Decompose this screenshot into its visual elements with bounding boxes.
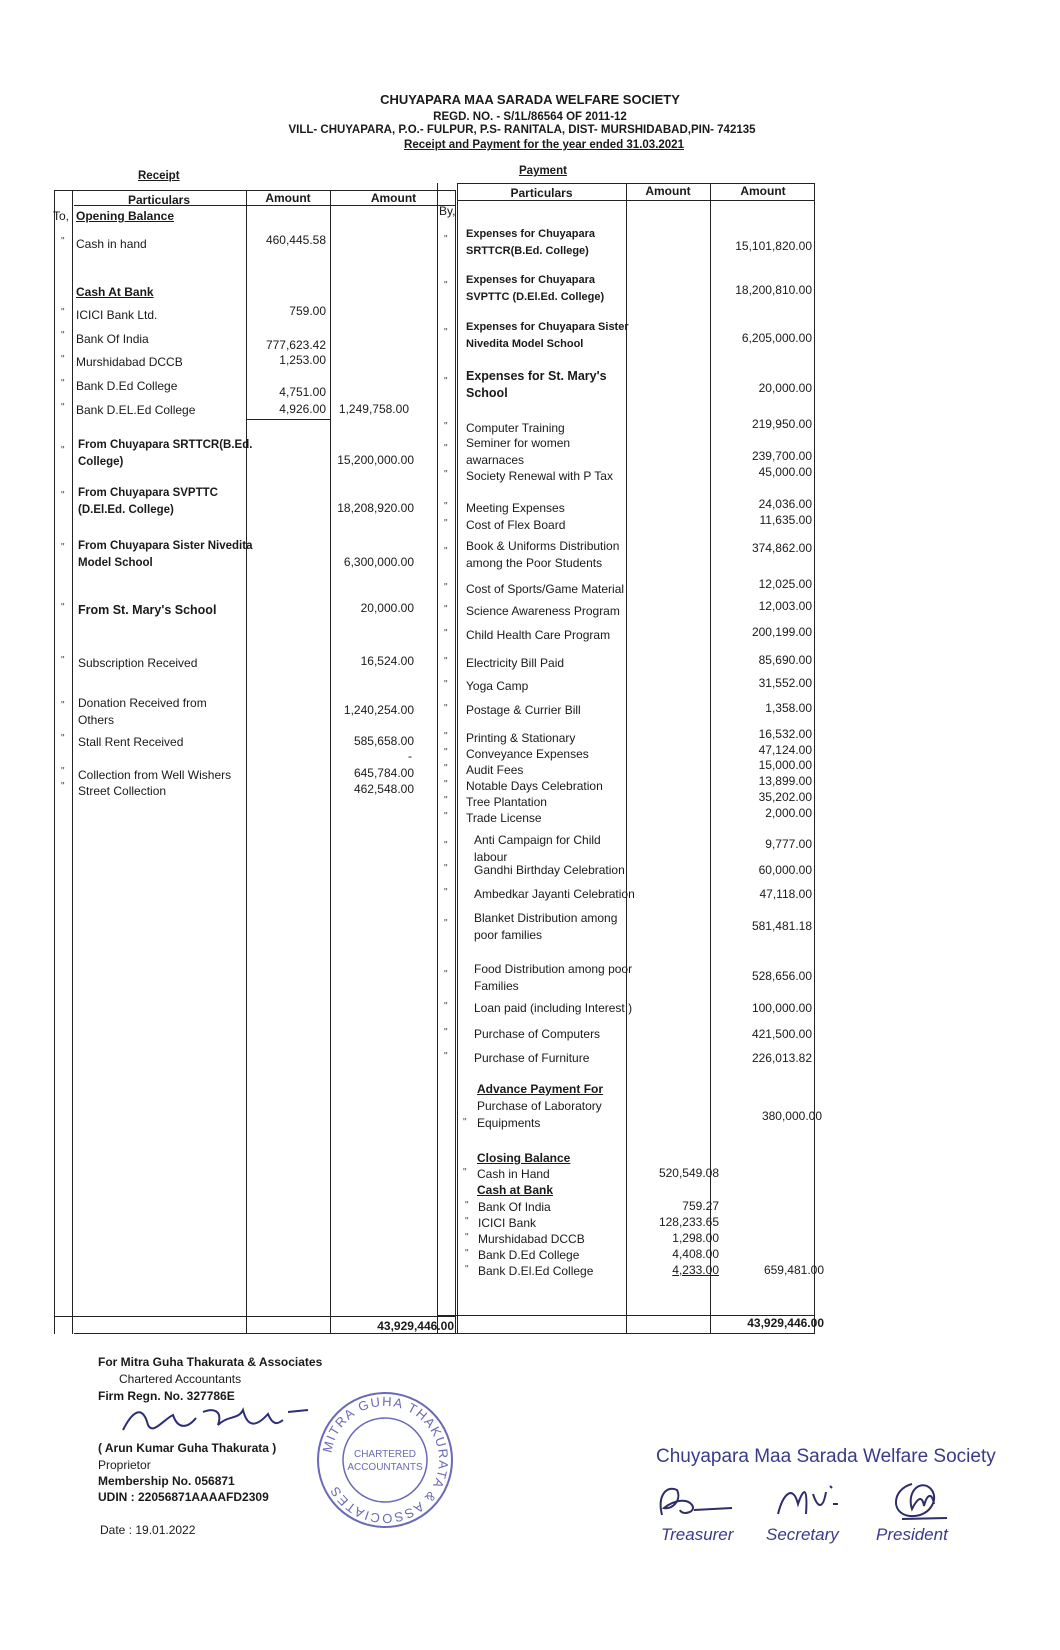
svg-text:MITRA GUHA THAKURATA & ASSOCIA: MITRA GUHA THAKURATA & ASSOCIATES [319, 1393, 452, 1527]
receipt-item-line1: From Chuyapara Sister Nivedita [78, 540, 253, 552]
by-label: By, [439, 204, 456, 218]
receipt-bank-label: Bank Of India [76, 332, 149, 346]
closing-bank-label: Bank Of India [478, 1200, 551, 1214]
receipt-item-line1: Collection from Well Wishers [78, 768, 232, 782]
receipt-item-line2: (D.El.Ed. College) [78, 504, 174, 516]
ditto-mark: " [61, 733, 65, 744]
auditor-regn: Firm Regn. No. 327786E [98, 1389, 235, 1403]
ditto-mark: " [444, 604, 448, 615]
ditto-mark: " [444, 918, 448, 929]
org-address: VILL- CHUYAPARA, P.O.- FULPUR, P.S- RANITALA, DIST- MURSHIDABAD,PIN- 742135 [288, 124, 756, 136]
auditor-role: Proprietor [98, 1458, 151, 1472]
ditto-mark: " [465, 1264, 469, 1275]
registration-number: REGD. NO. - S/1L/86564 OF 2011-12 [433, 111, 627, 123]
to-label: To, [53, 209, 70, 223]
ditto-mark: " [463, 1167, 467, 1178]
ditto-mark: " [465, 1232, 469, 1243]
closing-bank-amount: 4,408.00 [672, 1247, 719, 1261]
payment-item-amount: 47,124.00 [758, 743, 812, 757]
auditor-name: ( Arun Kumar Guha Thakurata ) [98, 1441, 277, 1455]
receipt-bank-amount: 759.00 [289, 304, 326, 318]
closing-cash-in-hand-label: Cash in Hand [477, 1167, 550, 1181]
payment-item-amount: 35,202.00 [758, 790, 812, 804]
payment-item-line1: Audit Fees [466, 763, 524, 777]
receipt-item-line1: Street Collection [78, 784, 167, 798]
ditto-mark: " [61, 402, 65, 413]
closing-bank-label: Bank D.El.Ed College [478, 1264, 594, 1278]
ditto-mark: " [444, 234, 448, 245]
svg-text:CHARTERED: CHARTERED [353, 1449, 417, 1460]
payment-item-line1: Cost of Flex Board [466, 518, 566, 532]
closing-cash-in-hand-amount: 520,549.08 [658, 1166, 719, 1180]
ditto-mark: " [444, 1027, 448, 1038]
receipt-item-line2: Others [78, 713, 115, 727]
closing-bank-amount: 128,233.65 [658, 1215, 719, 1229]
ditto-mark: " [444, 731, 448, 742]
payment-item-line1: Expenses for Chuyapara Sister [466, 321, 629, 333]
ditto-mark: " [61, 490, 65, 501]
receipt-col-amount1: Amount [265, 191, 311, 205]
payment-item-line1: Expenses for St. Mary's [466, 369, 607, 383]
auditor-seal [315, 1390, 455, 1530]
payment-item-amount: 12,003.00 [758, 599, 812, 613]
ditto-mark: " [444, 811, 448, 822]
receipt-item-line1: From Chuyapara SRTTCR(B.Ed. [78, 439, 253, 451]
receipt-title: Receipt [138, 170, 180, 182]
payment-item-amount: 16,532.00 [758, 727, 812, 741]
ditto-mark: " [444, 703, 448, 714]
closing-bank-label: Murshidabad DCCB [478, 1232, 585, 1246]
receipt-cash-in-hand-label: Cash in hand [76, 237, 147, 251]
ditto-mark: " [61, 766, 65, 777]
ditto-mark: " [463, 1117, 467, 1128]
payment-item-line1: Expenses for Chuyapara [466, 274, 595, 286]
ditto-mark: " [61, 542, 65, 553]
closing-bank-label: Bank D.Ed College [478, 1248, 580, 1262]
payment-item-line1: Yoga Camp [466, 679, 529, 693]
ditto-mark: " [444, 376, 448, 387]
closing-cash-at-bank-heading: Cash at Bank [477, 1183, 554, 1197]
payment-item-line1: Purchase of Furniture [474, 1051, 590, 1065]
payment-item-line1: Science Awareness Program [466, 604, 620, 618]
payment-item-line1: Cost of Sports/Game Material [466, 582, 625, 596]
ditto-mark: " [444, 518, 448, 529]
closing-bank-amount: 1,298.00 [672, 1231, 719, 1245]
payment-item-line2: among the Poor Students [466, 556, 603, 570]
payment-item-amount: 1,358.00 [765, 701, 812, 715]
ditto-mark: " [444, 546, 448, 557]
payment-item-amount: 47,118.00 [759, 887, 812, 901]
ditto-mark: " [444, 327, 448, 338]
receipt-bank-amount: 4,751.00 [279, 385, 326, 399]
ditto-mark: " [444, 421, 448, 432]
ditto-mark: " [444, 779, 448, 790]
statement-title: Receipt and Payment for the year ended 31.03.2021 [404, 139, 684, 151]
payment-item-line1: Food Distribution among poor [474, 962, 633, 976]
receipt-bank-amount: 777,623.42 [265, 338, 326, 352]
payment-item-line1: Electricity Bill Paid [466, 656, 565, 670]
payment-item-amount: 239,700.00 [751, 449, 812, 463]
payment-item-line2: SVPTTC (D.El.Ed. College) [466, 291, 605, 303]
receipt-item-line2: College) [78, 456, 124, 468]
payment-col-amount2: Amount [740, 184, 786, 198]
receipt-item-line1: Stall Rent Received [78, 735, 184, 749]
ditto-mark: " [61, 378, 65, 389]
payment-item-amount: 9,777.00 [765, 837, 812, 851]
payment-item-amount: 31,552.00 [758, 676, 812, 690]
ditto-mark: " [444, 628, 448, 639]
secretary-signature [768, 1474, 848, 1524]
payment-item-line2: Families [474, 979, 519, 993]
treasurer-signature [652, 1480, 742, 1525]
receipt-item-amount: 15,200,000.00 [337, 453, 414, 467]
ditto-mark: " [444, 443, 448, 454]
auditor-udin: UDIN : 22056871AAAAFD2309 [98, 1490, 269, 1504]
receipt-bank-label: Murshidabad DCCB [76, 355, 183, 369]
treasurer-label: Treasurer [661, 1525, 734, 1544]
payment-item-amount: 60,000.00 [758, 863, 812, 877]
receipt-item-line2: Model School [78, 557, 153, 569]
auditor-firm: For Mitra Guha Thakurata & Associates [98, 1355, 323, 1369]
payment-item-amount: 421,500.00 [751, 1027, 812, 1041]
payment-item-line1: Ambedkar Jayanti Celebration [474, 887, 635, 901]
receipt-bank-label: ICICI Bank Ltd. [76, 308, 158, 322]
auditor-signature [118, 1400, 318, 1440]
audit-date: Date : 19.01.2022 [100, 1523, 196, 1537]
payment-item-line1: Expenses for Chuyapara [466, 228, 595, 240]
payment-item-line1: Conveyance Expenses [466, 747, 589, 761]
closing-bank-amount: 4,233.00 [672, 1263, 719, 1277]
payment-item-amount: 2,000.00 [765, 806, 812, 820]
president-signature [882, 1474, 952, 1524]
advance-payment-heading: Advance Payment For [477, 1082, 604, 1096]
closing-bank-amount: 759.27 [682, 1199, 719, 1213]
ditto-mark: " [444, 863, 448, 874]
payment-item-amount: 20,000.00 [758, 381, 812, 395]
payment-item-line1: Seminer for women [466, 436, 571, 450]
payment-item-line1: Notable Days Celebration [466, 779, 603, 793]
payment-item-line1: Blanket Distribution among [474, 911, 618, 925]
receipt-item-line1: From St. Mary's School [78, 603, 217, 617]
advance-line1: Purchase of Laboratory [477, 1099, 602, 1113]
closing-balance-heading: Closing Balance [477, 1151, 571, 1165]
payment-grand-total: 43,929,446.00 [747, 1316, 824, 1330]
payment-item-line1: Child Health Care Program [466, 628, 611, 642]
payment-item-amount: 226,013.82 [751, 1051, 812, 1065]
payment-item-amount: 13,899.00 [758, 774, 812, 788]
receipt-item-line1: From Chuyapara SVPTTC [78, 487, 218, 499]
payment-item-amount: 200,199.00 [751, 625, 812, 639]
ditto-mark: " [61, 445, 65, 456]
payment-item-line1: Postage & Currier Bill [466, 703, 581, 717]
payment-item-line1: Gandhi Birthday Celebration [474, 863, 625, 877]
ditto-mark: " [444, 747, 448, 758]
president-label: President [876, 1525, 948, 1544]
auditor-membership: Membership No. 056871 [98, 1474, 235, 1488]
ditto-mark: " [465, 1216, 469, 1227]
receipt-opening-total: 1,249,758.00 [338, 402, 409, 416]
society-stamp-name: Chuyapara Maa Sarada Welfare Society [656, 1446, 996, 1467]
receipt-item-amount: 585,658.00 [353, 734, 414, 748]
payment-item-amount: 100,000.00 [751, 1001, 812, 1015]
payment-item-amount: 219,950.00 [751, 417, 812, 431]
payment-item-line1: Trade License [466, 811, 542, 825]
payment-item-amount: 15,000.00 [758, 758, 812, 772]
ditto-mark: " [444, 679, 448, 690]
ditto-mark: " [444, 1001, 448, 1012]
ditto-mark: " [444, 1051, 448, 1062]
receipt-bank-label: Bank D.Ed College [76, 379, 178, 393]
payment-col-amount1: Amount [645, 184, 691, 198]
ditto-mark: " [61, 602, 65, 613]
ditto-mark: " [444, 469, 448, 480]
receipt-item-amount: 20,000.00 [360, 601, 414, 615]
receipt-bank-amount: 1,253.00 [279, 353, 326, 367]
payment-item-line2: poor families [474, 928, 543, 942]
ditto-mark: " [61, 330, 65, 341]
payment-item-line2: SRTTCR(B.Ed. College) [466, 245, 589, 257]
ditto-mark: " [444, 280, 448, 291]
receipt-grand-total: 43,929,446.00 [377, 1319, 454, 1333]
closing-total: 659,481.00 [763, 1263, 824, 1277]
payment-item-amount: 6,205,000.00 [741, 331, 812, 345]
receipt-table [54, 190, 456, 1334]
receipt-item-line1: Donation Received from [78, 696, 207, 710]
payment-item-line1: Tree Plantation [466, 795, 547, 809]
ditto-mark: " [465, 1248, 469, 1259]
ditto-mark: " [444, 887, 448, 898]
receipt-item-amount: 18,208,920.00 [337, 501, 414, 515]
payment-item-line1: Society Renewal with P Tax [466, 469, 613, 483]
payment-item-amount: 11,635.00 [759, 513, 812, 527]
payment-item-amount: 581,481.18 [751, 919, 812, 933]
auditor-type: Chartered Accountants [119, 1372, 242, 1386]
ditto-mark: " [61, 655, 65, 666]
ditto-mark: " [444, 840, 448, 851]
ditto-mark: " [444, 763, 448, 774]
receipt-col-amount2: Amount [370, 191, 417, 205]
payment-item-line2: Nivedita Model School [466, 338, 584, 350]
payment-item-line1: Loan paid (including Interest ) [474, 1001, 633, 1015]
receipt-item-amount: 6,300,000.00 [343, 555, 414, 569]
org-title: CHUYAPARA MAA SARADA WELFARE SOCIETY [380, 92, 680, 107]
ditto-mark: " [61, 354, 65, 365]
ditto-mark: " [444, 582, 448, 593]
payment-item-line1: Purchase of Computers [474, 1027, 601, 1041]
ditto-mark: " [444, 795, 448, 806]
receipt-item-line1: Subscription Received [78, 656, 198, 670]
receipt-bank-label: Bank D.EL.Ed College [76, 403, 196, 417]
payment-item-amount: 24,036.00 [758, 497, 812, 511]
receipt-bank-amount: 4,926.00 [279, 402, 326, 416]
advance-amount: 380,000.00 [761, 1109, 822, 1123]
payment-item-line2: labour [474, 850, 508, 864]
payment-item-line1: Computer Training [466, 421, 565, 435]
ditto-mark: " [61, 236, 65, 247]
payment-item-amount: 15,101,820.00 [735, 239, 812, 253]
ditto-mark: " [444, 969, 448, 980]
payment-item-amount: 374,862.00 [751, 541, 812, 555]
receipt-item-amount: 645,784.00 [353, 766, 414, 780]
payment-item-line2: awarnaces [466, 453, 525, 467]
svg-text:ACCOUNTANTS: ACCOUNTANTS [347, 1462, 423, 1473]
payment-item-amount: 45,000.00 [758, 465, 812, 479]
payment-item-line1: Anti Campaign for Child [474, 833, 601, 847]
receipt-cash-in-hand-amount: 460,445.58 [265, 233, 326, 247]
advance-line2: Equipments [477, 1116, 541, 1130]
payment-item-line1: Book & Uniforms Distribution [466, 539, 620, 553]
payment-item-amount: 12,025.00 [758, 577, 812, 591]
ditto-mark: " [444, 501, 448, 512]
cash-at-bank-heading: Cash At Bank [76, 285, 154, 299]
payment-item-line1: Printing & Stationary [466, 731, 576, 745]
payment-title: Payment [519, 165, 567, 177]
receipt-dash: - [408, 749, 412, 763]
payment-item-amount: 18,200,810.00 [735, 283, 812, 297]
payment-item-amount: 85,690.00 [758, 653, 812, 667]
opening-balance-heading: Opening Balance [76, 209, 175, 223]
closing-bank-label: ICICI Bank [478, 1216, 537, 1230]
ditto-mark: " [61, 700, 65, 711]
ditto-mark: " [444, 656, 448, 667]
ditto-mark: " [465, 1200, 469, 1211]
receipt-item-amount: 462,548.00 [353, 782, 414, 796]
payment-item-line2: School [466, 386, 508, 400]
secretary-label: Secretary [766, 1525, 839, 1544]
payment-col-particulars: Particulars [510, 186, 573, 200]
ditto-mark: " [61, 781, 65, 792]
payment-item-line1: Meeting Expenses [466, 501, 565, 515]
ditto-mark: " [61, 307, 65, 318]
receipt-item-amount: 1,240,254.00 [343, 703, 414, 717]
receipt-item-amount: 16,524.00 [360, 654, 414, 668]
payment-item-amount: 528,656.00 [751, 969, 812, 983]
receipt-col-particulars: Particulars [127, 193, 191, 207]
